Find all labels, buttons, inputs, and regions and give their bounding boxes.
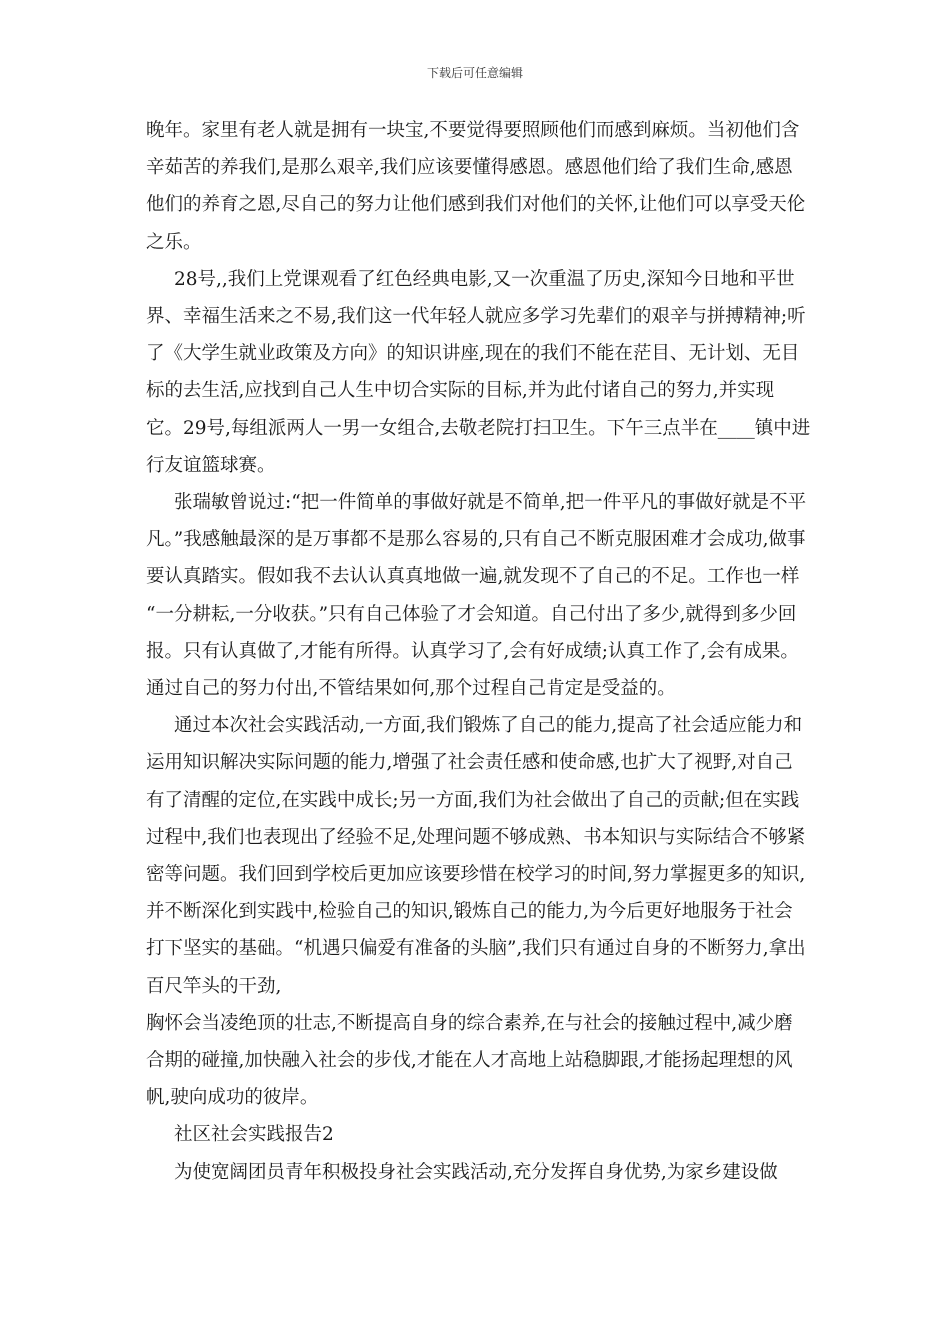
paragraph: 胸怀会当凌绝顶的壮志,不断提高自身的综合素养,在与社会的接触过程中,减少磨合期的碰撞,加快融入社会的步伐,才能在人才高地上站稳脚跟,才能扬起理想的风帆,驶向成功的彼岸。 [146,1012,793,1109]
paragraph: 为使宽阔团员青年积极投身社会实践活动,充分发挥自身优势,为家乡建设做 [174,1161,778,1183]
section-heading: 社区社会实践报告2 [174,1124,334,1146]
paragraph: 晚年。家里有老人就是拥有一块宝,不要觉得要照顾他们而感到麻烦。当初他们含辛茹苦的养我们,是那么艰辛,我们应该要懂得感恩。感恩他们给了我们生命,感恩他们的养育之恩,尽自己的努力让他们感到我们对他们的关怀,让他们可以享受天伦之乐。 [146,120,806,253]
page-header: 下载后可任意编辑 [426,66,523,80]
paragraph: 通过本次社会实践活动,一方面,我们锻炼了自己的能力,提高了社会适应能力和运用知识解决实际问题的能力,增强了社会责任感和使命感,也扩大了视野,对自己有了清醒的定位,在实践中成长;另一方面,我们为社会做出了自己的贡献;但在实践过程中,我们也表现出了经验不足,处理问题不够成熟、书本知识与实际结合不够紧密等问题。我们回到学校后更加应该要珍惜在校学习的时间,努力掌握更多的知识,并不断深化到实践中,检验自己的知识,锻炼自己的能力,为今后更好地服务于社会打下坚实的基础。“机遇只偏爱有准备的头脑”,我们只有通过自身的不断努力,拿出百尺竿头的干劲, [146,715,806,997]
paragraph: “一分耕耘,一分收获。”只有自己体验了才会知道。自己付出了多少,就得到多少回报。只有认真做了,才能有所得。认真学习了,会有好成绩;认真工作了,会有成果。通过自己的努力付出,不管结果如何,那个过程自己肯定是受益的。 [146,603,799,700]
paragraph: 张瑞敏曾说过:“把一件简单的事做好就是不简单,把一件平凡的事做好就是不平凡。”我感触最深的是万事都不是那么容易的,只有自己不断克服困难才会成功,做事要认真踏实。假如我不去认认真真地做一遍,就发现不了自己的不足。工作也一样 [146,492,807,588]
document-body [146,112,811,1191]
paragraph: 28号,,我们上党课观看了红色经典电影,又一次重温了历史,深知今日地和平世界、幸福生活来之不易,我们这一代年轻人就应多学习先辈们的艰辛与拼搏精神;听了《大学生就业政策及方向》的知识讲座,现在的我们不能在茫目、无计划、无目标的去生活,应找到自己人生中切合实际的目标,并为此付诸自己的努力,并实现它。29号,每组派两人一男一女组合,去敬老院打扫卫生。下午三点半在____镇中进行友谊篮球赛。 [146,268,811,476]
